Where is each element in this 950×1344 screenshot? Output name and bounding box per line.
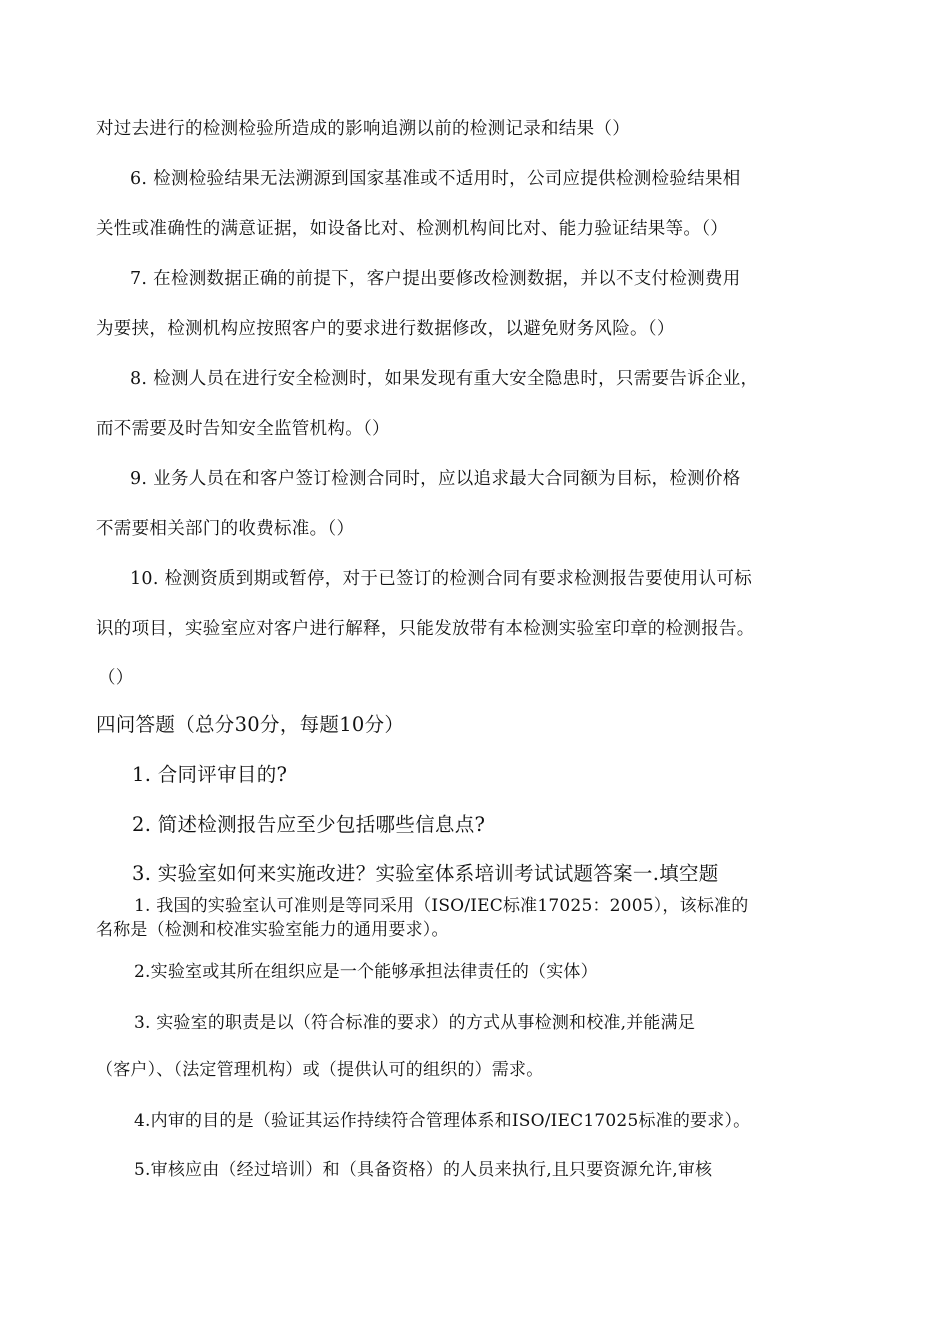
text-line-6: 8. 检测人员在进行安全检测时，如果发现有重大安全隐患时，只需要告诉企业， — [130, 369, 759, 389]
text-line-2: 6. 检测检验结果无法溯源到国家基准或不适用时，公司应提供检测检验结果相 — [130, 169, 741, 189]
answer-line-6: 4.内审的目的是（验证其运作持续符合管理体系和ISO/IEC17025标准的要求）。 — [134, 1111, 751, 1131]
answer-line-5: （客户）、（法定管理机构）或（提供认可的组织的）需求。 — [96, 1060, 544, 1080]
text-line-8: 9. 业务人员在和客户签订检测合同时，应以追求最大合同额为目标，检测价格 — [130, 469, 741, 489]
text-line-11: 识的项目，实验室应对客户进行解释，只能发放带有本检测实验室印章的检测报告。 — [96, 619, 755, 639]
question-1: 1. 合同评审目的? — [132, 763, 288, 786]
text-line-10: 10. 检测资质到期或暂停，对于已签订的检测合同有要求检测报告要使用认可标 — [130, 569, 752, 589]
text-line-12: （） — [98, 668, 134, 688]
section-heading: 四问答题（总分30分，每题10分） — [96, 713, 405, 736]
answer-line-4: 3. 实验室的职责是以（符合标准的要求）的方式从事检测和校准,并能满足 — [134, 1013, 696, 1033]
text-line-7: 而不需要及时告知安全监管机构。（） — [96, 419, 390, 439]
answer-line-3: 2.实验室或其所在组织应是一个能够承担法律责任的（实体） — [134, 962, 598, 982]
answer-line-2: 名称是（检测和校准实验室能力的通用要求）。 — [96, 920, 449, 940]
text-line-3: 关性或准确性的满意证据，如设备比对、检测机构间比对、能力验证结果等。（） — [96, 219, 729, 239]
text-line-5: 为要挟，检测机构应按照客户的要求进行数据修改，以避免财务风险。（） — [96, 319, 675, 339]
text-line-1: 对过去进行的检测检验所造成的影响追溯以前的检测记录和结果（） — [96, 119, 630, 139]
answer-line-7: 5.审核应由（经过培训）和（具备资格）的人员来执行,且只要资源允许,审核 — [134, 1160, 713, 1180]
text-line-4: 7. 在检测数据正确的前提下，客户提出要修改检测数据，并以不支付检测费用 — [130, 269, 741, 289]
question-3: 3. 实验室如何来实施改进？实验室体系培训考试试题答案一.填空题 — [132, 862, 719, 885]
question-2: 2. 简述检测报告应至少包括哪些信息点? — [132, 813, 486, 836]
answer-line-1: 1. 我国的实验室认可准则是等同采用（ISO/IEC标准17025：2005），该标准的 — [134, 896, 749, 916]
text-line-9: 不需要相关部门的收费标准。（） — [96, 519, 355, 539]
